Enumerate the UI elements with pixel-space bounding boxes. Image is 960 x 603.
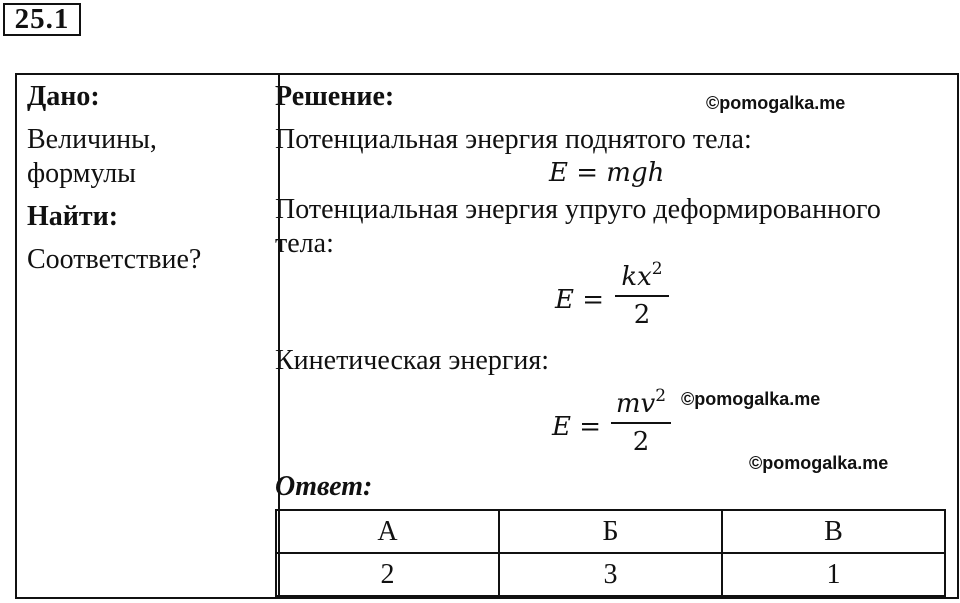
answer-header-row — [276, 510, 945, 553]
fraction-bar — [611, 422, 671, 424]
solution-line-4: Кинетическая энергия: — [275, 345, 549, 376]
formula-elastic-lhs: E = — [555, 285, 605, 315]
formula-kinetic-numerator: mv — [615, 389, 656, 419]
given-line-1: Величины, — [27, 124, 157, 155]
given-line-2: формулы — [27, 158, 136, 189]
find-label: Найти: — [27, 201, 119, 232]
answer-value-a: 2 — [276, 553, 499, 596]
answer-value-b: 3 — [499, 553, 722, 596]
watermark-3: ©pomogalka.me — [749, 453, 889, 473]
solution-line-3: тела: — [275, 228, 334, 259]
watermark-1: ©pomogalka.me — [706, 93, 846, 113]
answer-table — [275, 509, 946, 597]
given-label: Дано: — [27, 81, 100, 112]
answer-value-v: 1 — [722, 553, 945, 596]
solution-line-1: Потенциальная энергия поднятого тела: — [275, 124, 752, 155]
solution-label: Решение: — [275, 81, 395, 112]
answer-header-v: В — [722, 510, 945, 553]
formula-kinetic-denominator: 2 — [632, 427, 650, 457]
watermark-2: ©pomogalka.me — [681, 389, 821, 409]
answer-header-b: Б — [499, 510, 722, 553]
fraction-bar — [615, 295, 669, 297]
formula-elastic-denominator: 2 — [633, 300, 651, 330]
formula-kinetic-lhs: E = — [552, 412, 602, 442]
formula-elastic-fraction — [615, 261, 669, 331]
formula-elastic-exponent: 2 — [651, 259, 663, 279]
solution-frame — [15, 73, 959, 599]
answer-value-row — [276, 553, 945, 596]
formula-kinetic-exponent: 2 — [655, 386, 667, 406]
answer-label: Ответ: — [275, 471, 373, 502]
problem-number: 25.1 — [3, 3, 81, 36]
answer-header-a: А — [276, 510, 499, 553]
formula-potential-lifted: E = mgh — [549, 158, 665, 188]
formula-elastic-numerator: kx — [621, 262, 652, 292]
solution-line-2: Потенциальная энергия упруго деформированного — [275, 194, 881, 225]
find-value: Соответствие? — [27, 244, 202, 275]
formula-kinetic-fraction — [611, 388, 671, 458]
